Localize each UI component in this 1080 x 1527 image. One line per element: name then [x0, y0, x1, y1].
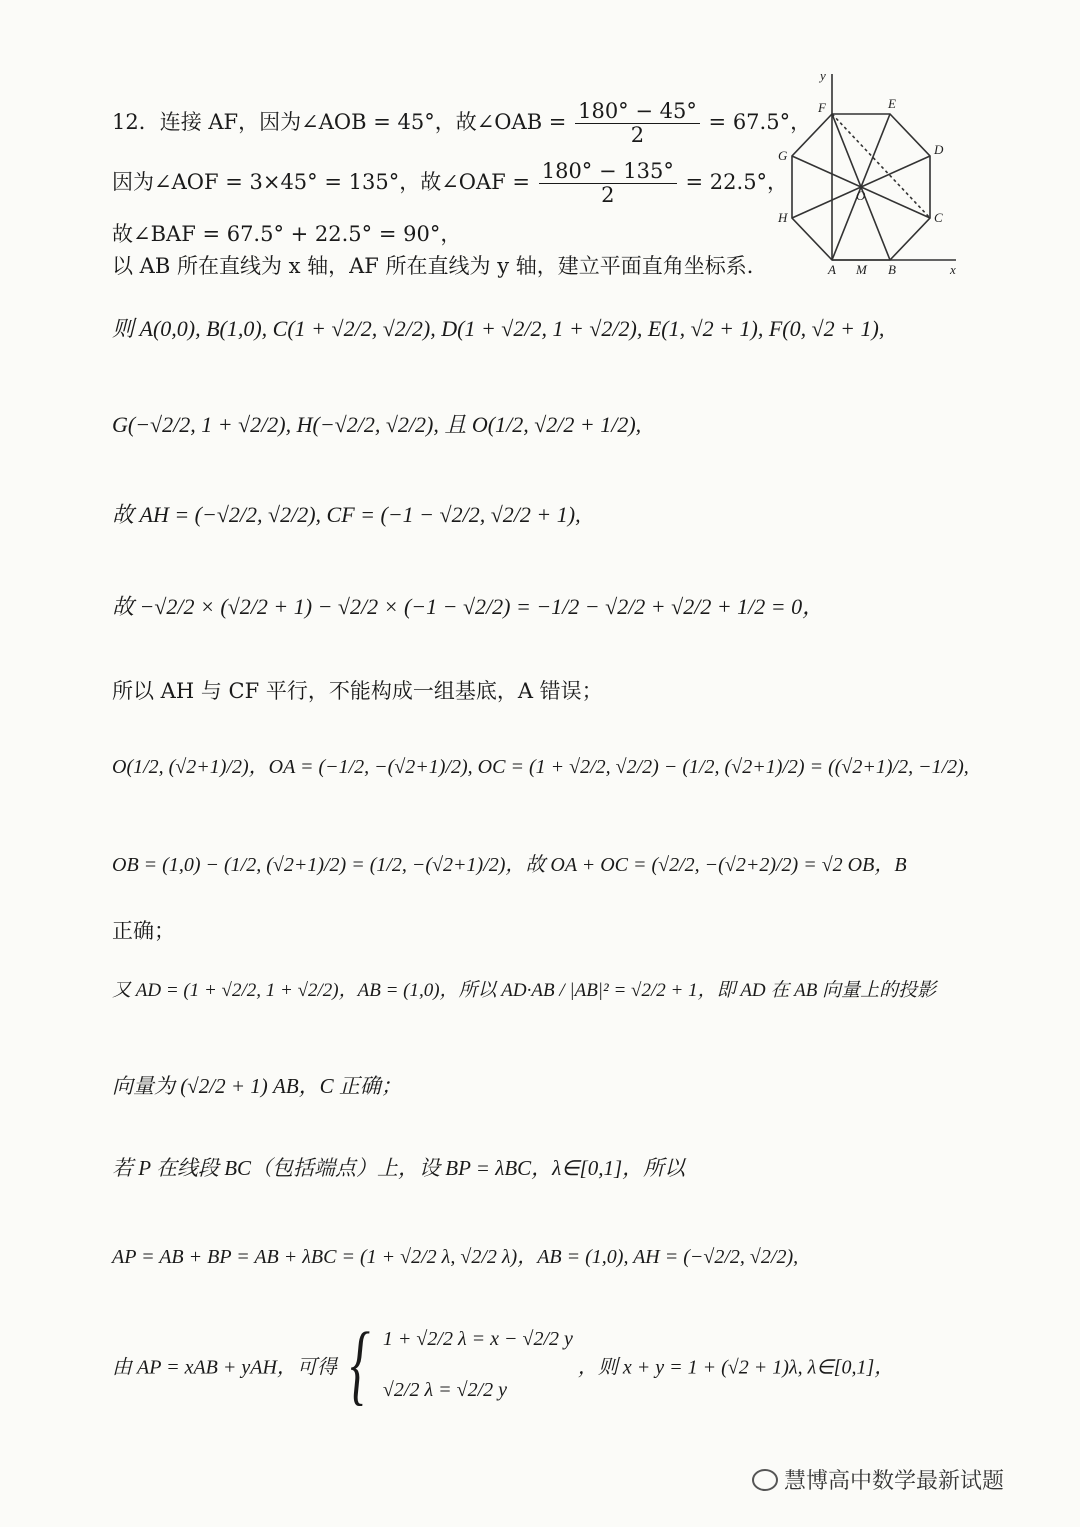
label-E: E: [888, 96, 896, 111]
line-6: G(−√2/2, 1 + √2/2), H(−√2/2, √2/2), 且 O(1/2, √2/2 + 1/2),: [112, 412, 642, 437]
line-3: 故∠BAF = 67.5° + 22.5° = 90°，: [112, 222, 462, 246]
line-15: 若 P 在线段 BC（包括端点）上，设 BP = λBC，λ∈[0,1]，所以: [112, 1156, 686, 1180]
fraction: $\frac{180^\circ - 135^\circ}{2}$: [539, 160, 677, 207]
label-F: F: [818, 100, 826, 115]
label-D: D: [934, 142, 944, 157]
line-17: 由 AP = xAB + yAH，可得 { 1 + √2/2 λ = x − √2/2 y √2/2 λ = √2/2 y ，则 x + y = 1 + (√2 + 1)λ, λ∈[0,1]，: [112, 1315, 895, 1414]
line-13: 又 AD = (1 + √2/2, 1 + √2/2)，AB = (1,0)，所以 AD·AB / |AB|² = √2/2 + 1，即 AD 在 AB 向量上的投影: [112, 980, 937, 1001]
label-M: M: [856, 262, 867, 277]
line-9: 所以 AH 与 CF 平行，不能构成一组基底，A 错误；: [112, 679, 603, 703]
line-4: 以 AB 所在直线为 x 轴，AF 所在直线为 y 轴，建立平面直角坐标系．: [112, 254, 768, 278]
label-G: G: [778, 148, 788, 163]
label-x: x: [950, 262, 956, 277]
label-O: O: [856, 188, 866, 203]
line-14: 向量为 (√2/2 + 1) AB，C 正确；: [112, 1074, 402, 1098]
label-y: y: [820, 68, 826, 83]
label-A: A: [828, 262, 836, 277]
label-B: B: [888, 262, 896, 277]
octagon-figure: [770, 68, 960, 278]
line-5: 则 A(0,0), B(1,0), C(1 + √2/2, √2/2), D(1 + √2/2, 1 + √2/2), E(1, √2 + 1), F(0, √2 + 1),: [112, 316, 885, 341]
line-7: 故 AH = (−√2/2, √2/2), CF = (−1 − √2/2, √2/2 + 1),: [112, 502, 581, 527]
line-10: O(1/2, (√2+1)/2)，OA = (−1/2, −(√2+1)/2), OC = (1 + √2/2, √2/2) − (1/2, (√2+1)/2) = ((√2+1)/2, −1/2),: [112, 756, 969, 778]
line-8: 故 −√2/2 × (√2/2 + 1) − √2/2 × (−1 − √2/2) = −1/2 − √2/2 + √2/2 + 1/2 = 0，: [112, 594, 825, 619]
line-1: 12．连接 AF，因为∠AOB = 45°，故∠OAB = $\frac{180^\circ - 45^\circ}{2}$ = 67.5°，: [112, 99, 812, 148]
fraction: $\frac{180^\circ - 45^\circ}{2}$: [575, 100, 700, 147]
label-H: H: [778, 210, 788, 225]
line-16: AP = AB + BP = AB + λBC = (1 + √2/2 λ, √2/2 λ)，AB = (1,0), AH = (−√2/2, √2/2),: [112, 1246, 799, 1268]
watermark: 慧博高中数学最新试题: [752, 1464, 1004, 1495]
line-11: OB = (1,0) − (1/2, (√2+1)/2) = (1/2, −(√2+1)/2)，故 OA + OC = (√2/2, −(√2+2)/2) = √2 OB，B: [112, 854, 907, 876]
wechat-icon: [752, 1469, 778, 1491]
line-12: 正确；: [112, 919, 175, 943]
line-2: 因为∠AOF = 3×45° = 135°，故∠OAF = $\frac{180^\circ - 135^\circ}{2}$ = 22.5°，: [112, 159, 789, 208]
text: 12．连接 AF，因为∠AOB = 45°，故∠OAB =: [112, 110, 567, 135]
label-C: C: [934, 210, 943, 225]
